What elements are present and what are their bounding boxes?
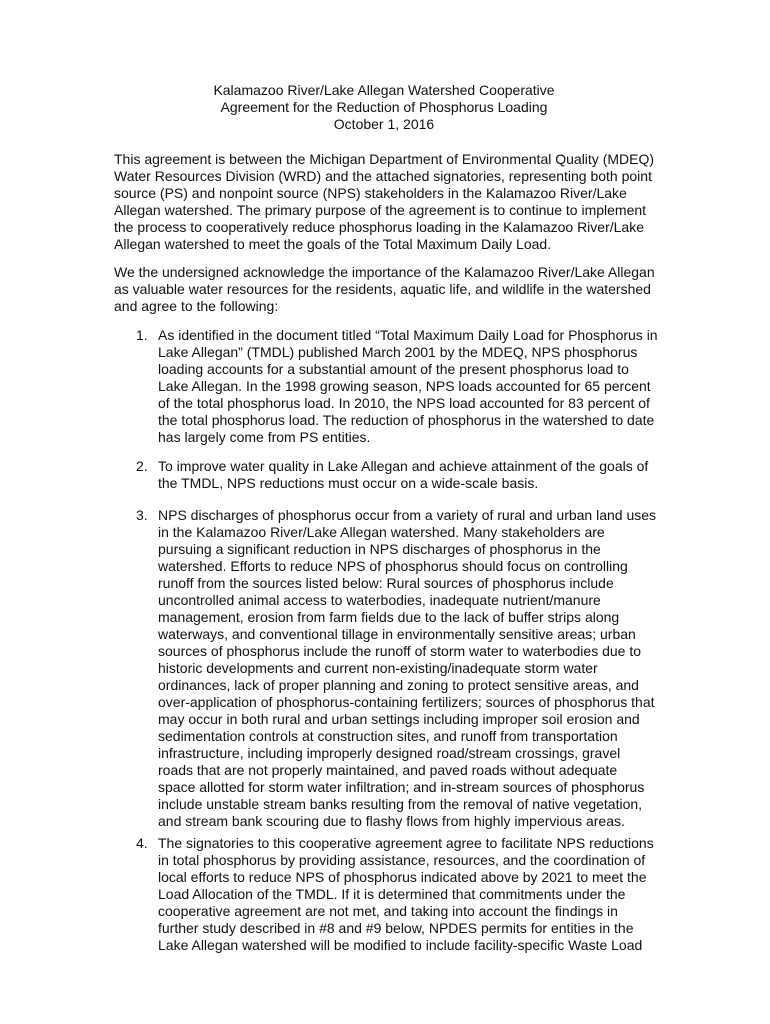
list-item-text: NPS discharges of phosphorus occur from a variety of rural and urban land uses in the Kalamazoo River/Lake Allegan watershed. Many stakeholders are pursuing a significant reduction in NPS discharges of phosphorus in the watershed. Efforts to reduce NPS of phosphorus should focus on controlling runoff from the sources listed below: Rural sources of phosphorus include uncontrolled animal access to waterbodies, inadequate nutrient/manure management, erosion from farm fields due to the lack of buffer strips along waterways, and conventional tillage in environmentally sensitive areas; urban sources of phosphorus include the runoff of storm water to waterbodies due to historic developments and current non-existing/inadequate storm water ordinances, lack of proper planning and zoning to protect sensitive areas, and over-application of phosphorus-containing fertilizers; sources of phosphorus that may occur in both rural and urban settings including improper soil erosion and sedimentation controls at construction sites, and runoff from transportation infrastructure, including improperly designed road/stream crossings, gravel roads that are not properly maintained, and paved roads without adequate space allotted for storm water infiltration; and in-stream sources of phosphorus include unstable stream banks resulting from the removal of native vegetation, and stream bank scouring due to flashy flows from highly impervious areas. bbox=[158, 507, 657, 829]
list-item-text: As identified in the document titled “Total Maximum Daily Load for Phosphorus in Lake Allegan” (TMDL) published March 2001 by the MDEQ, NPS phosphorus loading accounts for a substantial amount of the present phosphorus load to Lake Allegan. In the 1998 growing season, NPS loads accounted for 65 percent of the total phosphorus load. In 2010, the NPS load accounted for 83 percent of the total phosphorus load. The reduction of phosphorus in the watershed to date has largely come from PS entities. bbox=[158, 327, 658, 445]
title-line-2: Agreement for the Reduction of Phosphorus Loading bbox=[220, 99, 548, 115]
list-item-number: 1. bbox=[136, 327, 148, 343]
title-date: October 1, 2016 bbox=[333, 116, 435, 132]
intro-paragraph: This agreement is between the Michigan Department of Environmental Quality (MDEQ) Water Resources Division (WRD) and the attached signatories, representing both point source (PS) and nonpoint source (NPS) stakeholders in the Kalamazoo River/Lake Allegan watershed. The primary purpose of the agreement is to continue to implement the process to cooperatively reduce phosphorus loading in the Kalamazoo River/Lake Allegan watershed to meet the goals of the Total Maximum Daily Load. bbox=[114, 151, 655, 252]
document-title bbox=[114, 82, 654, 133]
list-item-number: 4. bbox=[136, 835, 148, 851]
list-item-text: The signatories to this cooperative agreement agree to facilitate NPS reductions in total phosphorus by providing assistance, resources, and the coordination of local efforts to reduce NPS of phosphorus indicated above by 2021 to meet the Load Allocation of the TMDL. If it is determined that commitments under the cooperative agreement are not met, and taking into account the findings in further study described in #8 and #9 below, NPDES permits for entities in the Lake Allegan watershed will be modified to include facility-specific Waste Load bbox=[158, 835, 654, 953]
title-line-1: Kalamazoo River/Lake Allegan Watershed Cooperative bbox=[213, 82, 555, 98]
list-item-number: 3. bbox=[136, 507, 148, 523]
list-item-number: 2. bbox=[136, 458, 148, 474]
list-item-text: To improve water quality in Lake Allegan and achieve attainment of the goals of the TMDL, NPS reductions must occur on a wide-scale basis. bbox=[158, 458, 649, 491]
acknowledge-paragraph: We the undersigned acknowledge the importance of the Kalamazoo River/Lake Allegan as valuable water resources for the residents, aquatic life, and wildlife in the watershed and agree to the following: bbox=[114, 264, 655, 314]
